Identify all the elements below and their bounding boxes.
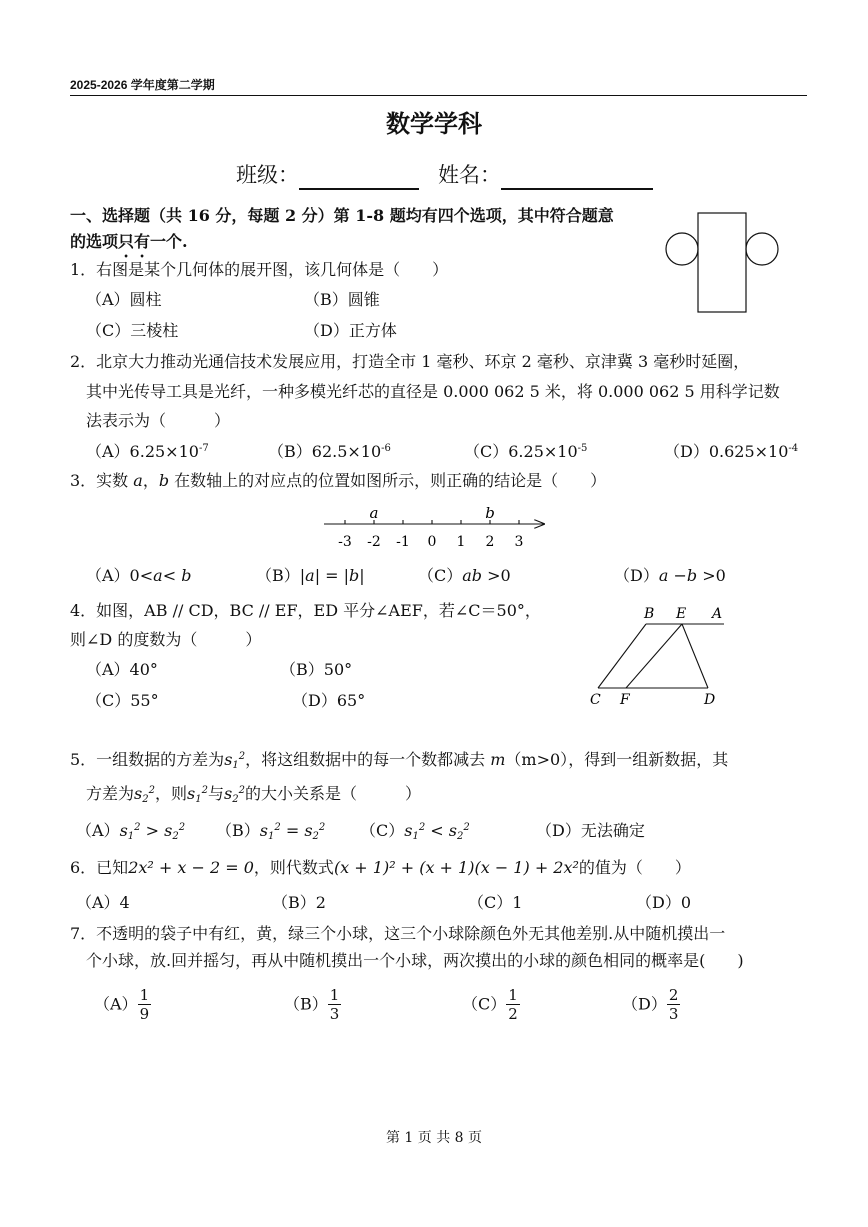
label-A: A [712,606,723,622]
q3-stem [70,470,606,492]
name-row [438,160,653,190]
page-title: 数学学科 [386,110,482,138]
line-EF [626,624,682,688]
q5-line2-and: 与 [207,784,224,803]
section1-heading-pre: 的选项 [70,232,119,251]
class-row [236,160,419,190]
tick-label-4: 1 [456,534,466,550]
q5-line2 [86,783,421,805]
label-D: D [704,692,716,708]
q3-var-b: b [158,471,170,490]
q6-expression: (x + 1)² + (x + 1)(x − 1) + 2x² [333,858,579,877]
q2-line3: 法表示为（ ） [86,411,231,430]
q3-d-expr: a −b [658,566,698,585]
q5-s1sq-b: $s_1^2$ [187,784,208,805]
q3-option-c[interactable] [418,565,511,587]
q3-stem-pre: 3．实数 [70,471,134,490]
q2-d-exp: -4 [788,443,799,454]
q3-c-expr: ab [462,566,483,585]
line-ED [682,624,708,688]
q3-a-pre: （A）0< [86,566,154,585]
tick-label-5: 2 [485,534,495,550]
q4-line2: 则∠D 的度数为（ ） [70,630,262,649]
q5-var-m: m [490,750,506,769]
tick-label-2: -1 [396,534,410,550]
q5-option-b[interactable]: $(B)s_1^2 = s_2^2$ [216,821,326,842]
q7-b-den: 3 [329,1005,340,1023]
label-C: C [590,692,601,708]
section1-heading-line2 [70,231,188,261]
q4-option-d[interactable]: （D）65° [292,691,366,710]
q3-comma: ， [142,471,159,490]
q3-a-a: a [153,566,163,585]
q7-option-b[interactable] [284,986,341,1023]
q1-option-c[interactable]: （C）三棱柱 [86,321,179,340]
q3-stem-post: 在数轴上的对应点的位置如图所示，则正确的结论是（ ） [169,471,607,490]
q5-line1-pre: 5．一组数据的方差为 [70,750,225,769]
q7-d-num: 2 [668,986,679,1004]
q5-line2-pre: 方差为 [86,784,135,803]
q7-c-label: （C） [462,994,507,1014]
q2-b-base: （B）62.5×10 [268,442,382,461]
q5-option-c[interactable]: $(C)s_1^2 < s_2^2$ [360,821,470,842]
q6-stem-mid: ，则代数式 [253,858,334,877]
q7-a-den: 9 [139,1005,150,1023]
q6-option-c[interactable]: （C）1 [468,893,523,912]
q2-a-base: （A）6.25×10 [86,442,199,461]
q7-line1: 7．不透明的袋子中有红，黄，绿三个小球，这三个小球除颜色外无其他差别.从中随机摸出一 [70,924,726,943]
class-field[interactable] [299,168,419,190]
label-F: F [620,692,630,708]
net-circle-left [666,233,698,265]
q2-line2: 其中光传导工具是光纤，一种多模光纤芯的直径是 0.000 062 5 米，将 0.000 062 5 用科学记数 [86,382,780,401]
q7-option-c[interactable] [462,986,520,1023]
q7-c-num: 1 [508,986,518,1004]
q6-option-a[interactable]: （A）4 [76,893,130,912]
q2-line1: 2．北京大力推动光通信技术发展应用，打造全市 1 毫秒、环京 2 毫秒、京津冀 3 毫秒时延圈， [70,352,750,371]
q3-option-a[interactable] [86,565,191,587]
q1-net-figure [664,210,780,316]
label-E: E [676,606,687,622]
q2-d-base: （D）0.625×10 [664,442,789,461]
q3-b-expr: |a| = |b| [299,566,365,585]
q7-d-label: （D） [622,994,667,1014]
q2-option-c[interactable] [464,441,587,463]
q4-option-b[interactable]: （B）50° [280,660,353,679]
q7-a-fraction [138,986,152,1023]
q2-a-exp: -7 [198,443,209,454]
q7-b-fraction [328,986,342,1023]
name-field[interactable] [501,168,653,190]
q5-s2sq-b: $s_2^2$ [223,784,245,805]
header-rule [70,95,807,96]
q6-stem-post: 的值为（ ） [578,858,691,877]
q5-line1 [70,749,728,771]
point-label-b: b [485,504,495,522]
q7-b-label: （B） [284,994,328,1014]
name-label: 姓名： [438,163,501,187]
q2-option-d[interactable] [664,441,798,463]
q1-option-a[interactable]: （A）圆柱 [86,290,162,309]
q7-line2: 个小球，放.回并摇匀，再从中随机摸出一个小球，两次摸出的小球的颜色相同的概率是( ) [86,951,744,970]
q7-c-fraction [506,986,520,1023]
q3-c-post: >0 [482,566,511,585]
q5-b-pre: （B） [216,821,260,840]
term-header: 2025-2026 学年度第二学期 [70,78,215,92]
q7-a-label: （A） [94,994,138,1014]
q7-option-d[interactable] [622,986,680,1023]
q7-c-den: 2 [508,1005,518,1023]
q3-option-d[interactable] [614,565,726,587]
q1-option-b[interactable]: （B）圆锥 [304,290,380,309]
q2-option-a[interactable] [86,441,209,463]
tick-label-3: 0 [427,534,437,550]
q5-option-d[interactable]: （D）无法确定 [536,821,645,840]
q6-equation: 2x² + x − 2 = 0 [128,858,254,877]
page-footer: 第 1 页 共 8 页 [385,1130,483,1146]
q5-s2sq: $s_2^2$ [134,784,155,805]
q3-var-a: a [133,471,143,490]
q5-a-op: > [140,821,165,840]
q5-option-a[interactable]: $(A)s_1^2 > s_2^2$ [76,821,186,842]
q5-line1-mid: ，将这组数据中的每一个数都减去 [245,750,491,769]
q7-b-num: 1 [329,986,340,1004]
q5-a-pre: （A） [76,821,120,840]
tick-label-1: -2 [367,534,381,550]
q6-option-b[interactable]: （B）2 [272,893,326,912]
q3-option-b[interactable] [256,565,365,587]
q3-a-lt: < [162,566,182,585]
q7-d-fraction [667,986,681,1023]
q7-option-a[interactable] [94,986,151,1023]
q6-stem [70,857,691,879]
q7-d-den: 3 [668,1005,679,1023]
q4-line1: 4．如图，AB // CD，BC // EF，ED 平分∠AEF，若∠C＝50°， [70,601,541,620]
q6-stem-pre: 6．已知 [70,858,129,877]
q4-option-a[interactable]: （A）40° [86,660,158,679]
class-label: 班级： [236,163,299,187]
section1-heading-post: 一个. [150,232,188,251]
q6-option-d[interactable]: （D）0 [636,893,692,912]
q2-b-exp: -6 [381,443,391,454]
q7-a-num: 1 [139,986,150,1004]
q5-line1-post: ，得到一组新数据，其 [568,750,729,769]
q3-c-pre: （C） [418,566,463,585]
tick-label-0: -3 [338,534,352,550]
q3-number-line [318,502,550,552]
q5-c-op: < [425,821,449,840]
section1-heading-emphasis: 只有 [118,232,151,251]
label-B: B [644,606,655,622]
point-label-a: a [369,504,379,522]
q3-a-b: b [181,566,192,585]
q5-s1sq: $s_1^2$ [224,750,246,771]
section1-heading-line1: 一、选择题（共 16 分，每题 2 分）第 1-8 题均有四个选项，其中符合题意 [70,206,614,225]
net-rectangle [698,213,746,312]
q1-option-d[interactable]: （D）正方体 [304,321,397,340]
q2-option-b[interactable] [268,441,391,463]
q3-d-pre: （D） [614,566,659,585]
q3-b-pre: （B） [256,566,300,585]
q2-c-base: （C）6.25×10 [464,442,578,461]
q4-option-c[interactable]: （C）55° [86,691,159,710]
q3-d-post: >0 [697,566,726,585]
q5-line2-mid: ，则 [154,784,187,803]
q1-stem: 1．右图是某个几何体的展开图，该几何体是（ ） [70,260,449,279]
q5-line2-post: 的大小关系是（ ） [244,784,421,803]
q2-c-exp: -5 [577,443,588,454]
q5-c-pre: （C） [360,821,405,840]
q4-geometry-figure [584,600,732,710]
line-BC [598,624,646,688]
net-circle-right [746,233,778,265]
q5-b-op: = [280,821,305,840]
q5-cond: （m>0） [505,750,569,769]
tick-label-6: 3 [514,534,524,550]
